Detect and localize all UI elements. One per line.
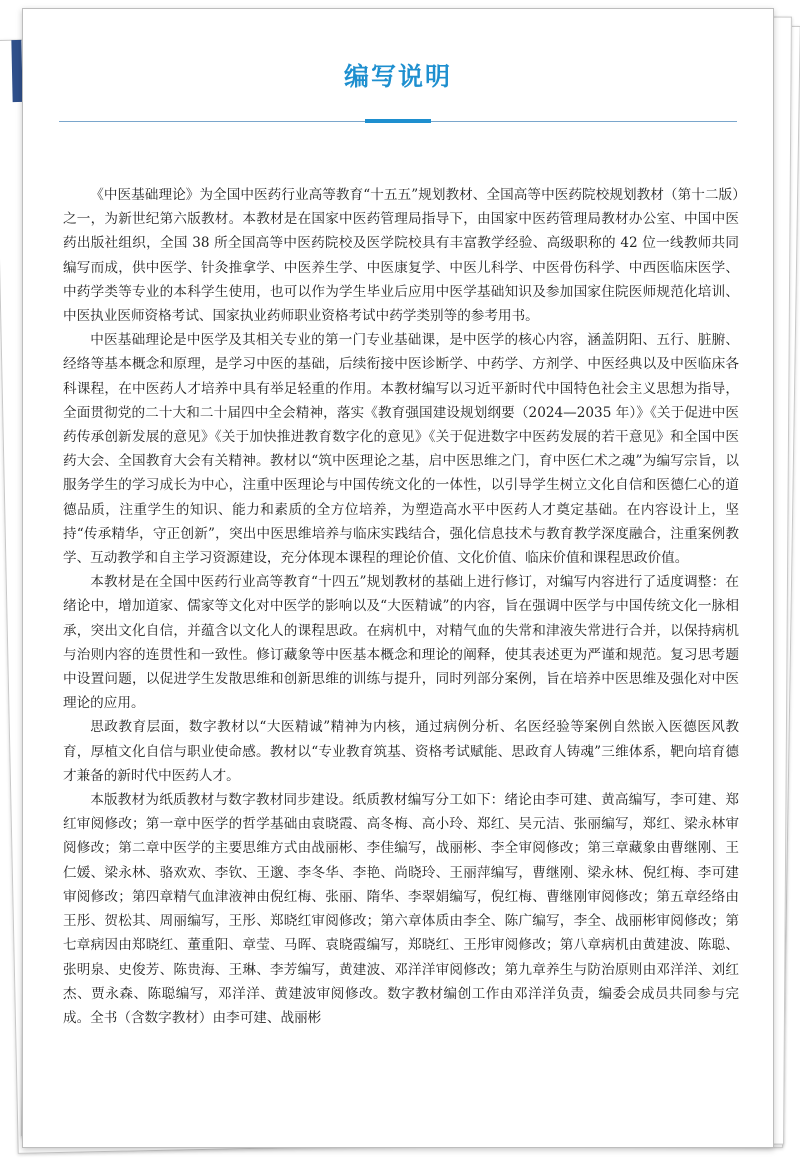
title-divider-accent — [365, 119, 431, 123]
book-spine-accent — [11, 40, 22, 102]
page-title: 编写说明 — [343, 62, 452, 91]
document-page — [22, 8, 774, 1148]
paragraph-1: 《中医基础理论》为全国中医药行业高等教育“十五五”规划教材、全国高等中医药院校规划教材（第十二版）之一，为新世纪第六版教材。本教材是在国家中医药管理局指导下，由国家中医药管理局教材办公室、中国中医药出版社组织，全国 38 所全国高等中医药院校及医学院校具有丰富教学经验、高级职称的 42 位一线教师共同编写而成，供中医学、针灸推拿学、中医养生学、中医康复学、中医儿科学、中医骨伤科学、中西医临床医学、中药学类等专业的本科学生使用，也可以作为学生毕业后应用中医学基础知识及参加国家住院医师规范化培训、中医执业医师资格考试、国家执业药师职业资格考试中药学类别等的参考用书。 — [63, 187, 739, 325]
body-text — [63, 183, 739, 1030]
paragraph-3: 本教材是在全国中医药行业高等教育“十四五”规划教材的基础上进行修订，对编写内容进行了适度调整：在绪论中，增加道家、儒家等文化对中医学的影响以及“大医精诚”的内容，旨在强调中医学与中国传统文化一脉相承，突出文化自信，并蕴含以文化人的课程思政。在病机中，对精气血的失常和津液失常进行合并，以保持病机与治则内容的连贯性和一致性。修订藏象等中医基本概念和理论的阐释，使其表述更为严谨和规范。复习思考题中设置问题，以促进学生发散思维和创新思维的训练与提升，同时列部分案例，旨在培养中医思维及强化对中医理论的应用。 — [63, 574, 739, 712]
paragraph-4: 思政教育层面，数字教材以“大医精诚”精神为内核，通过病例分析、名医经验等案例自然嵌入医德医风教育，厚植文化自信与职业使命感。教材以“专业教育筑基、资格考试赋能、思政育人铸魂”三维体系，靶向培育德才兼备的新时代中医药人才。 — [63, 719, 739, 784]
paragraph-2: 中医基础理论是中医学及其相关专业的第一门专业基础课，是中医学的核心内容，涵盖阴阳、五行、脏腑、经络等基本概念和原理，是学习中医的基础，后续衔接中医诊断学、中药学、方剂学、中医经典以及中医临床各科课程，在中医药人才培养中具有举足轻重的作用。本教材编写以习近平新时代中国特色社会主义思想为指导，全面贯彻党的二十大和二十届四中全会精神，落实《教育强国建设规划纲要（2024—2035 年）》《关于促进中医药传承创新发展的意见》《关于加快推进教育数字化的意见》《关于促进数字中医药发展的若干意见》和全国中医药大会、全国教育大会有关精神。教材以“筑中医理论之基，启中医思维之门，育中医仁术之魂”为编写宗旨，以服务学生的学习成长为中心，注重中医理论与中国传统文化的一体性，以引导学生树立文化自信和医德仁心的道德品质，注重学生的知识、能力和素质的全方位培养，为塑造高水平中医药人才奠定基础。在内容设计上，坚持“传承精华，守正创新”，突出中医思维培养与临床实践结合，强化信息技术与教育教学深度融合，注重案例教学、互动教学和自主学习资源建设，充分体现本课程的理论价值、文化价值、临床价值和课程思政价值。 — [63, 332, 739, 567]
paragraph-5: 本版教材为纸质教材与数字教材同步建设。纸质教材编写分工如下：绪论由李可建、黄高编写，李可建、郑红审阅修改；第一章中医学的哲学基础由袁晓霞、高冬梅、高小玲、郑红、吴元洁、张丽编写，郑红、梁永林审阅修改；第二章中医学的主要思维方式由战丽彬、李佳编写，战丽彬、李全审阅修改；第三章藏象由曹继刚、王仁媛、梁永林、骆欢欢、李钦、王邈、李冬华、李艳、尚晓玲、王丽萍编写，曹继刚、梁永林、倪红梅、李可建审阅修改；第四章精气血津液神由倪红梅、张丽、隋华、李翠娟编写，倪红梅、曹继刚审阅修改；第五章经络由王彤、贺松其、周丽编写，王彤、郑晓红审阅修改；第六章体质由李全、陈广编写，李全、战丽彬审阅修改；第七章病因由郑晓红、董重阳、章莹、马晖、袁晓霞编写，郑晓红、王彤审阅修改；第八章病机由黄建波、陈聪、张明泉、史俊芳、陈贵海、王琳、李芳编写，黄建波、邓洋洋审阅修改；第九章养生与防治原则由邓洋洋、刘红杰、贾永森、陈聪编写，邓洋洋、黄建波审阅修改。数字教材编创工作由邓洋洋负责，编委会成员共同参与完成。全书（含数字教材）由李可建、战丽彬 — [63, 792, 739, 1026]
